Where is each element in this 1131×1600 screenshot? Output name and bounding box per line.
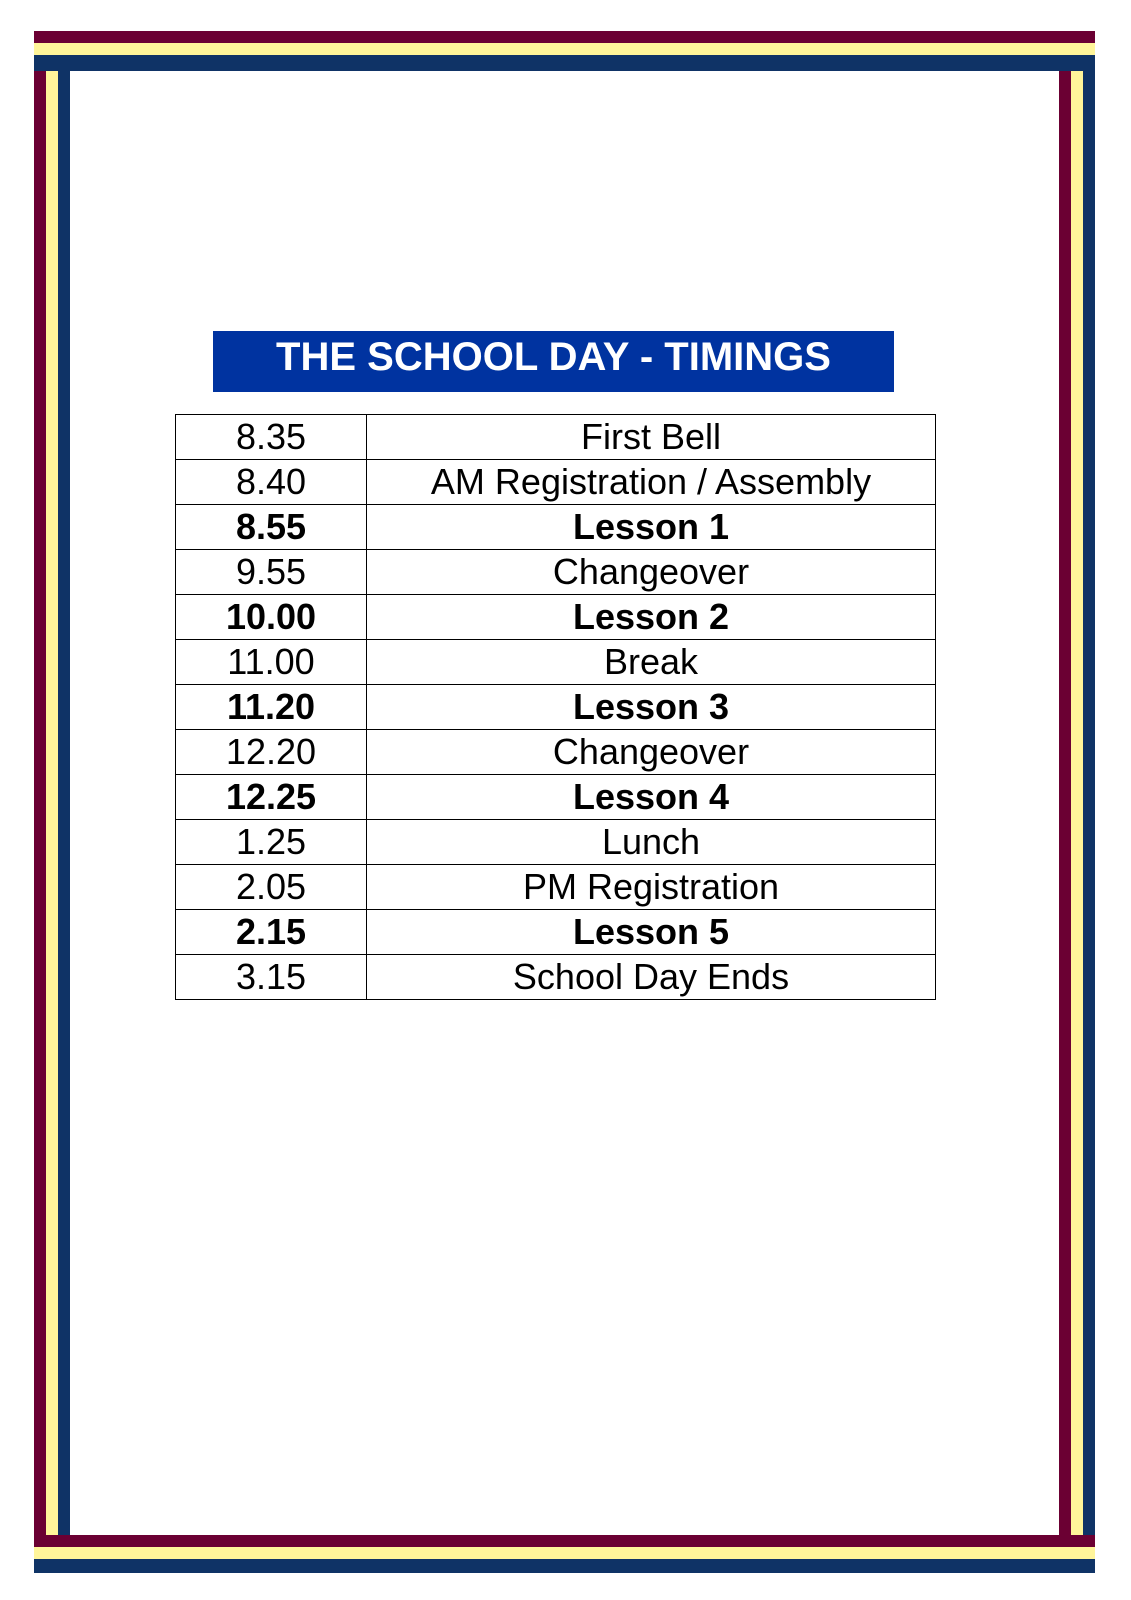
border-bottom-yellow — [34, 1547, 1095, 1559]
border-left-maroon — [34, 71, 46, 1535]
time-cell: 8.40 — [176, 460, 367, 505]
border-top-maroon — [34, 31, 1095, 43]
table-row — [176, 730, 936, 775]
event-cell: Lesson 2 — [367, 595, 936, 640]
table-row — [176, 865, 936, 910]
table-row — [176, 415, 936, 460]
border-right-yellow — [1071, 71, 1083, 1535]
table-row — [176, 685, 936, 730]
border-right-navy — [1083, 71, 1095, 1535]
time-cell: 1.25 — [176, 820, 367, 865]
time-cell: 12.20 — [176, 730, 367, 775]
event-cell: First Bell — [367, 415, 936, 460]
time-cell: 2.15 — [176, 910, 367, 955]
event-cell: Lunch — [367, 820, 936, 865]
table-row — [176, 595, 936, 640]
event-cell: Changeover — [367, 730, 936, 775]
border-top-yellow — [34, 43, 1095, 55]
time-cell: 3.15 — [176, 955, 367, 1000]
event-cell: School Day Ends — [367, 955, 936, 1000]
page-title: THE SCHOOL DAY - TIMINGS — [213, 331, 894, 392]
event-cell: Lesson 1 — [367, 505, 936, 550]
time-cell: 2.05 — [176, 865, 367, 910]
timings-table — [175, 414, 936, 1000]
event-cell: AM Registration / Assembly — [367, 460, 936, 505]
border-right-maroon — [1059, 71, 1071, 1535]
table-row — [176, 775, 936, 820]
event-cell: PM Registration — [367, 865, 936, 910]
table-row — [176, 550, 936, 595]
table-row — [176, 460, 936, 505]
border-bottom-maroon — [34, 1535, 1095, 1547]
table-row — [176, 910, 936, 955]
event-cell: Lesson 4 — [367, 775, 936, 820]
table-row — [176, 820, 936, 865]
time-cell: 11.20 — [176, 685, 367, 730]
border-bottom-navy — [34, 1559, 1095, 1573]
event-cell: Changeover — [367, 550, 936, 595]
event-cell: Lesson 5 — [367, 910, 936, 955]
time-cell: 8.35 — [176, 415, 367, 460]
table-row — [176, 955, 936, 1000]
border-top-navy — [34, 55, 1095, 71]
time-cell: 12.25 — [176, 775, 367, 820]
timings-table-body — [176, 415, 936, 1000]
table-row — [176, 505, 936, 550]
event-cell: Break — [367, 640, 936, 685]
table-row — [176, 640, 936, 685]
event-cell: Lesson 3 — [367, 685, 936, 730]
time-cell: 8.55 — [176, 505, 367, 550]
border-left-navy — [58, 71, 70, 1535]
border-left-yellow — [46, 71, 58, 1535]
time-cell: 10.00 — [176, 595, 367, 640]
time-cell: 9.55 — [176, 550, 367, 595]
time-cell: 11.00 — [176, 640, 367, 685]
